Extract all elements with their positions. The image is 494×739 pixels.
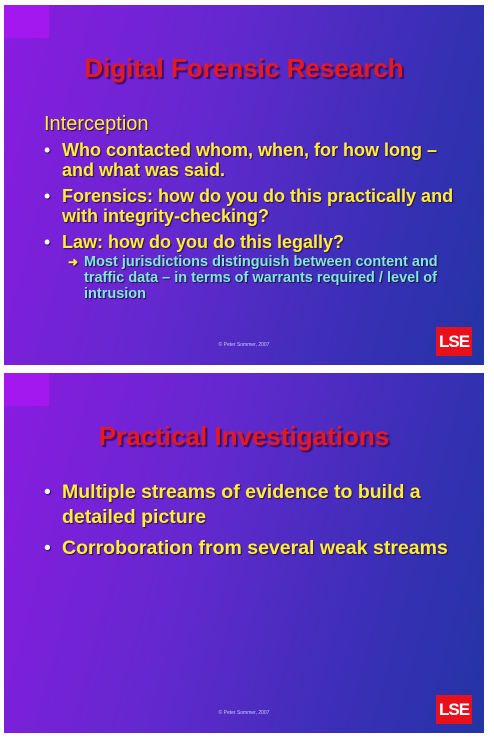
slide-title: Digital Forensic Research xyxy=(84,53,404,83)
bullet-dot-icon: • xyxy=(44,481,51,503)
bullet-dot-icon: • xyxy=(44,140,51,160)
bullet-item xyxy=(44,232,464,252)
bullet-text: Forensics: how do you do this practically and with integrity-checking? xyxy=(62,186,454,226)
bullet-item xyxy=(44,480,464,530)
bullet-text: Corroboration from several weak streams xyxy=(62,537,448,559)
sub-bullet-text: Most jurisdictions distinguish between content and traffic data – in terms of warrants required / level of intrusion xyxy=(84,254,438,302)
bullet-dot-icon: • xyxy=(44,232,51,252)
bullet-text: Multiple streams of evidence to build a detailed picture xyxy=(62,481,421,528)
bullet-text: Law: how do you do this legally? xyxy=(62,232,345,252)
bullet-list xyxy=(44,480,464,567)
corner-decoration xyxy=(4,5,49,38)
slide-footer: © Peter Sommer, 2007 xyxy=(218,710,270,716)
bullet-dot-icon: • xyxy=(44,537,51,559)
lse-logo: LSE xyxy=(436,327,472,356)
lse-logo: LSE xyxy=(436,695,472,724)
bullet-list xyxy=(44,140,464,258)
arrow-right-icon: ➜ xyxy=(68,255,79,269)
slide-footer: © Peter Sommer, 2007 xyxy=(218,342,270,348)
bullet-dot-icon: • xyxy=(44,186,51,206)
slide-title: Practical Investigations xyxy=(98,421,390,451)
bullet-item xyxy=(44,536,464,561)
slide-subheading: Interception xyxy=(44,113,149,135)
bullet-text: Who contacted whom, when, for how long – and what was said. xyxy=(62,140,437,180)
bullet-item xyxy=(44,140,464,180)
corner-decoration xyxy=(4,373,49,406)
sub-bullet-item xyxy=(68,254,469,302)
slide-2 xyxy=(4,373,484,733)
slide-1 xyxy=(4,5,484,365)
bullet-item xyxy=(44,186,464,226)
